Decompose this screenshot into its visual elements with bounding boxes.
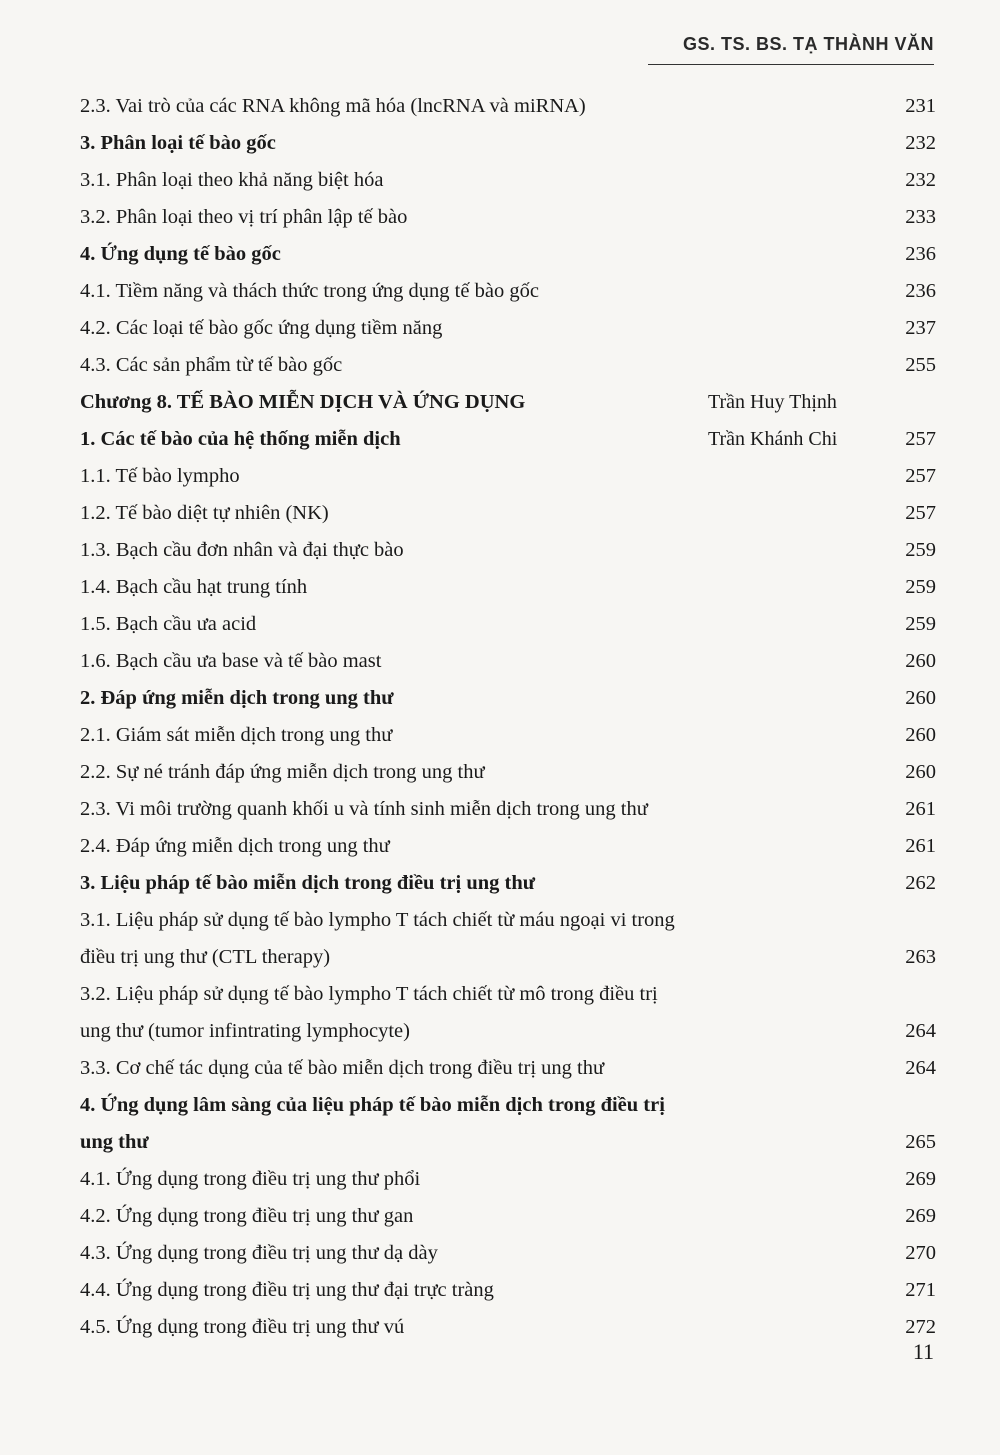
- toc-entry: [80, 236, 936, 273]
- toc-entry-title: 4.1. Tiềm năng và thách thức trong ứng dụng tế bào gốc: [80, 280, 539, 302]
- page-number: 11: [912, 1339, 934, 1364]
- toc-entry-title: 2.2. Sự né tránh đáp ứng miễn dịch trong ung thư: [80, 761, 485, 783]
- toc-entry-page: 257: [905, 465, 936, 487]
- toc-entry-page: 233: [905, 206, 936, 228]
- toc-entry-title: 1.6. Bạch cầu ưa base và tế bào mast: [80, 650, 382, 672]
- toc-entry: [80, 828, 936, 865]
- toc-entry-page: 261: [905, 798, 936, 820]
- toc-entry: [80, 976, 936, 1013]
- toc-entry-page: 270: [905, 1242, 936, 1264]
- toc-entry: [80, 1013, 936, 1050]
- toc-entry-author: Trần Huy Thịnh: [708, 391, 837, 413]
- toc-entry-title: 3.1. Phân loại theo khả năng biệt hóa: [80, 169, 384, 191]
- toc-entry-title: điều trị ung thư (CTL therapy): [80, 946, 331, 968]
- toc-entry: [80, 495, 936, 532]
- toc-entry: [80, 273, 936, 310]
- toc-entry-title: 3.2. Liệu pháp sử dụng tế bào lympho T tách chiết từ mô trong điều trị: [80, 983, 658, 1005]
- toc-entry: [80, 606, 936, 643]
- toc-entry: [80, 162, 936, 199]
- toc-entry-page: 264: [905, 1057, 936, 1079]
- toc-entry-page: 257: [905, 428, 936, 450]
- toc-entry-title: 2.4. Đáp ứng miễn dịch trong ung thư: [80, 835, 390, 857]
- toc-entry-title: 4.3. Các sản phẩm từ tế bào gốc: [80, 354, 343, 376]
- toc-entry: [80, 754, 936, 791]
- running-header-author: GS. TS. BS. TẠ THÀNH VĂN: [682, 34, 934, 54]
- toc-entry: [80, 88, 936, 125]
- toc-entry-page: 271: [905, 1279, 936, 1301]
- toc-entry-title: 4. Ứng dụng lâm sàng của liệu pháp tế bào miễn dịch trong điều trị: [80, 1094, 665, 1116]
- toc-entry: [80, 865, 936, 902]
- toc-entry-page: 231: [905, 95, 936, 117]
- toc-entry-title: 4.1. Ứng dụng trong điều trị ung thư phổi: [80, 1168, 421, 1190]
- toc-entry: [80, 902, 936, 939]
- toc-entry-page: 262: [905, 872, 936, 894]
- toc-entry: [80, 1124, 936, 1161]
- toc-entry: [80, 1272, 936, 1309]
- toc-entry-page: 260: [905, 687, 936, 709]
- toc-entry-page: 232: [905, 169, 936, 191]
- toc-entry: [80, 125, 936, 162]
- toc-entry-page: 259: [905, 539, 936, 561]
- toc-entry: [80, 421, 936, 458]
- toc-entry: [80, 458, 936, 495]
- toc-entry-page: 257: [905, 502, 936, 524]
- toc-entry-title: ung thư: [80, 1131, 149, 1153]
- toc-entry-page: 264: [905, 1020, 936, 1042]
- toc-entry-title: 3.2. Phân loại theo vị trí phân lập tế bào: [80, 206, 408, 228]
- toc-entry-title: 1.1. Tế bào lympho: [80, 465, 240, 487]
- toc-entry: [80, 680, 936, 717]
- toc-entry: [80, 1087, 936, 1124]
- table-of-contents: [80, 88, 936, 1346]
- toc-entry: [80, 717, 936, 754]
- toc-entry-title: 4.4. Ứng dụng trong điều trị ung thư đại trực tràng: [80, 1279, 494, 1301]
- toc-entry-title: Chương 8. TẾ BÀO MIỄN DỊCH VÀ ỨNG DỤNG: [80, 391, 526, 413]
- toc-entry-page: 272: [905, 1316, 936, 1338]
- toc-entry-title: 1.5. Bạch cầu ưa acid: [80, 613, 257, 635]
- toc-entry-page: 260: [905, 650, 936, 672]
- toc-entry-title: 3. Phân loại tế bào gốc: [80, 132, 276, 154]
- toc-entry: [80, 1161, 936, 1198]
- toc-entry-page: 263: [905, 946, 936, 968]
- toc-entry: [80, 1198, 936, 1235]
- toc-entry-page: 265: [905, 1131, 936, 1153]
- toc-entry: [80, 643, 936, 680]
- toc-entry: [80, 347, 936, 384]
- toc-entry-page: 255: [905, 354, 936, 376]
- toc-entry-title: 1.3. Bạch cầu đơn nhân và đại thực bào: [80, 539, 404, 561]
- toc-entry: [80, 199, 936, 236]
- toc-entry-author: Trần Khánh Chi: [708, 428, 838, 450]
- toc-entry-title: 4. Ứng dụng tế bào gốc: [80, 243, 281, 265]
- toc-entry: [80, 1235, 936, 1272]
- toc-entry-page: 232: [905, 132, 936, 154]
- toc-entry-page: 259: [905, 613, 936, 635]
- toc-entry-page: 236: [905, 280, 936, 302]
- toc-entry-title: 4.3. Ứng dụng trong điều trị ung thư dạ dày: [80, 1242, 438, 1264]
- toc-entry: [80, 384, 936, 421]
- toc-entry-title: 4.2. Các loại tế bào gốc ứng dụng tiềm năng: [80, 317, 443, 339]
- toc-entry-title: 2.3. Vai trò của các RNA không mã hóa (lncRNA và miRNA): [80, 95, 586, 117]
- toc-entry-title: 2. Đáp ứng miễn dịch trong ung thư: [80, 687, 394, 709]
- toc-entry-title: 1.4. Bạch cầu hạt trung tính: [80, 576, 308, 598]
- toc-entry-title: 2.1. Giám sát miễn dịch trong ung thư: [80, 724, 393, 746]
- toc-entry-title: 3.1. Liệu pháp sử dụng tế bào lympho T tách chiết từ máu ngoại vi trong: [80, 909, 675, 931]
- toc-entry-title: 4.5. Ứng dụng trong điều trị ung thư vú: [80, 1316, 405, 1338]
- toc-entry-page: 237: [905, 317, 936, 339]
- toc-entry-title: ung thư (tumor infintrating lymphocyte): [80, 1020, 410, 1042]
- toc-entry: [80, 532, 936, 569]
- toc-entry-title: 4.2. Ứng dụng trong điều trị ung thư gan: [80, 1205, 414, 1227]
- toc-entry: [80, 1050, 936, 1087]
- toc-entry-page: 260: [905, 761, 936, 783]
- toc-entry-title: 1. Các tế bào của hệ thống miễn dịch: [80, 428, 401, 450]
- toc-entry-page: 236: [905, 243, 936, 265]
- toc-entry-page: 260: [905, 724, 936, 746]
- toc-entry: [80, 569, 936, 606]
- toc-entry-page: 269: [905, 1205, 936, 1227]
- toc-entry: [80, 791, 936, 828]
- toc-entry-page: 269: [905, 1168, 936, 1190]
- header-rule: [648, 64, 934, 65]
- toc-entry-title: 1.2. Tế bào diệt tự nhiên (NK): [80, 502, 329, 524]
- toc-entry-page: 261: [905, 835, 936, 857]
- toc-entry-title: 2.3. Vi môi trường quanh khối u và tính sinh miễn dịch trong ung thư: [80, 798, 648, 820]
- toc-entry: [80, 1309, 936, 1346]
- toc-entry: [80, 310, 936, 347]
- toc-entry: [80, 939, 936, 976]
- toc-entry-page: 259: [905, 576, 936, 598]
- toc-entry-title: 3. Liệu pháp tế bào miễn dịch trong điều trị ung thư: [80, 872, 536, 894]
- toc-entry-title: 3.3. Cơ chế tác dụng của tế bào miễn dịch trong điều trị ung thư: [80, 1057, 605, 1079]
